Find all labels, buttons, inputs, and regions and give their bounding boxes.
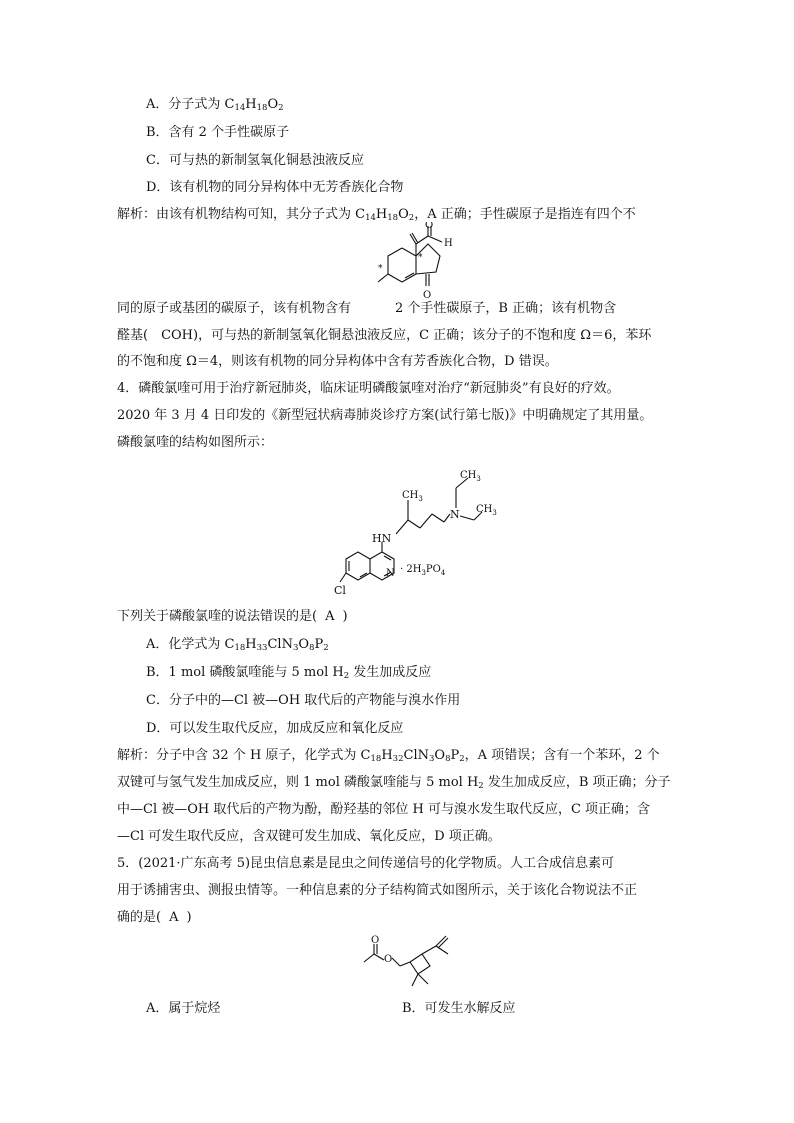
q4-stem-line-2: 2020 年 3 月 4 日印发的《新型冠状病毒肺炎诊疗方案(试行第七版)》中明确规定了其用量。 [117, 408, 653, 423]
q3-mol-star-1: * [418, 253, 423, 263]
q4-analysis-line-2: 双键可与氢气发生加成反应，则 1 mol 磷酸氯喹能与 5 mol $H_2$ 发生加成反应，B 项正确；分子 [117, 775, 671, 791]
q4-mol-hn: HN [372, 532, 392, 545]
q3-option-d: D．该有机物的同分异构体中无芳香族化合物 [146, 180, 404, 195]
q3-analysis-line-2: 同的原子或基团的碳原子，该有机物含有 2 个手性碳原子，B 正确；该有机物含 [117, 301, 617, 316]
q4-option-b: B．1 mol 磷酸氯喹能与 5 mol $H_2$ 发生加成反应 [146, 665, 432, 681]
q4-mol-n-amine: N [450, 508, 460, 521]
q5-option-a: A．属于烷烃 [146, 1001, 221, 1016]
q3-option-c: C．可与热的新制氢氧化铜悬浊液反应 [146, 153, 364, 168]
q5-stem-line-3: 确的是( A ) [117, 910, 192, 925]
q4-option-c: C．分子中的—Cl 被—OH 取代后的产物能与溴水作用 [146, 693, 461, 708]
q4-answer: A [325, 609, 335, 624]
q4-analysis-line-4: —Cl 可发生取代反应，含双键可发生加成、氧化反应，D 项正确。 [117, 829, 501, 844]
q5-mol-o-carbonyl: O [371, 935, 380, 946]
q3-analysis-line-3: 醛基( COH)，可与热的新制氢氧化铜悬浊液反应，C 正确；该分子的不饱和度 Ω＝6，苯环 [117, 328, 652, 343]
q3-molecule-structure [366, 222, 476, 312]
q4-mol-cl: Cl [334, 584, 346, 597]
q5-stem-line-1: 5．(2021·广东高考 5)昆虫信息素是昆虫之间传递信号的化学物质。人工合成信息素可 [117, 856, 615, 871]
q5-mol-o-ester: O [384, 954, 393, 965]
q4-stem-line-3: 磷酸氯喹的结构如图所示： [117, 435, 274, 450]
q3-analysis-line-1: 解析：由该有机物结构可知，其分子式为 $C_{14}H_{18}O_2$，A 正确；手性碳原子是指连有四个不 [117, 207, 636, 223]
q5-molecule-structure [360, 932, 470, 988]
q5-stem-line-2: 用于诱捕害虫、测报虫情等。一种信息素的分子结构简式如图所示，关于该化合物说法不正 [117, 883, 638, 898]
q4-option-d: D．可以发生取代反应，加成反应和氧化反应 [146, 721, 404, 736]
q4-mol-n-ring: N [386, 568, 395, 579]
q4-mol-salt: · $2H_3PO_4$ [400, 564, 446, 577]
q3-mol-aldehyde-h: H [444, 238, 453, 249]
q4-mol-ch3-right: $CH_3$ [476, 504, 497, 517]
q5-answer: A [169, 910, 179, 925]
q4-analysis-line-1: 解析：分子中含 32 个 H 原子，化学式为 $C_{18}H_{32}ClN_3O_8P_2$，A 项错误；含有一个苯环，2 个 [117, 748, 660, 764]
q3-mol-aldehyde-o: O [425, 222, 434, 231]
q4-mol-ch3-left: $CH_3$ [460, 470, 481, 483]
q3-mol-star-2: * [378, 264, 383, 274]
q3-option-b: B．含有 2 个手性碳原子 [146, 125, 290, 140]
q4-stem-line-1: 4．磷酸氯喹可用于治疗新冠肺炎，临床证明磷酸氯喹对治疗“新冠肺炎”有良好的疗效。 [117, 381, 620, 396]
q4-option-a: A．化学式为 $C_{18}H_{33}ClN_3O_8P_2$ [146, 637, 329, 653]
q3-mol-ketone-o: O [423, 290, 432, 301]
q3-option-a: A．分子式为 $C_{14}H_{18}O_2$ [146, 97, 284, 113]
q4-question: 下列关于磷酸氯喹的说法错误的是( A ) [117, 609, 348, 624]
q4-molecule-structure [334, 458, 504, 600]
q5-option-b: B．可发生水解反应 [402, 1001, 516, 1016]
q3-analysis-line-4: 的不饱和度 Ω＝4，则该有机物的同分异构体中含有芳香族化合物，D 错误。 [117, 354, 558, 369]
q4-analysis-line-3: 中—Cl 被—OH 取代后的产物为酚，酚羟基的邻位 H 可与溴水发生取代反应，C 项正确；含 [117, 802, 651, 817]
q4-mol-ch3-top: $CH_3$ [402, 490, 423, 503]
